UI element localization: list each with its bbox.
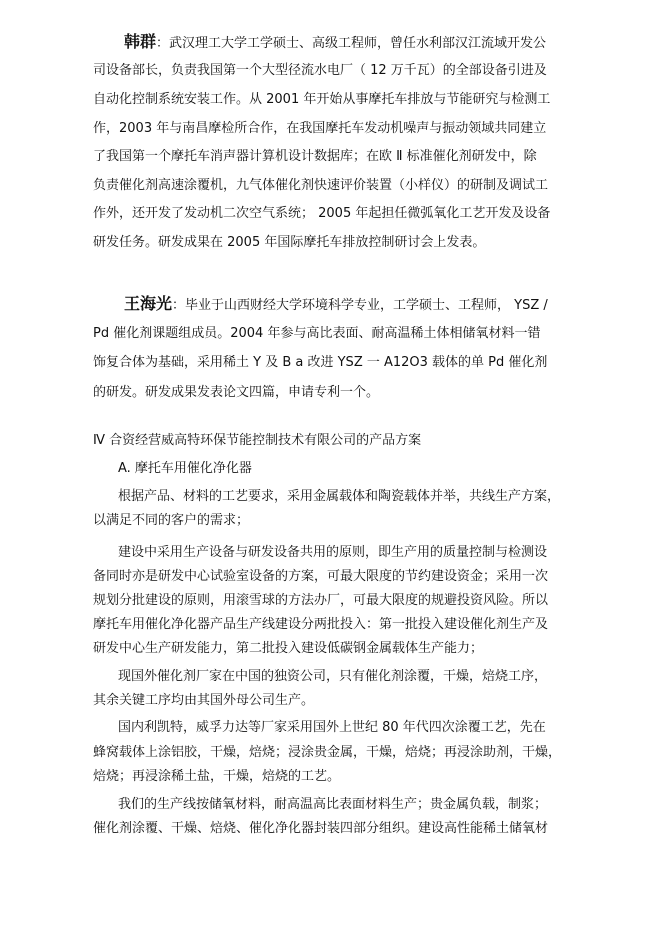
bio2-name: 王海光 [124, 294, 173, 313]
paragraph-line: 其余关键工序均由其国外母公司生产。 [93, 693, 315, 708]
bio1-text: ：武汉理工大学工学硕士、高级工程师，曾任水利部汉江流域开发公 [156, 36, 547, 51]
bio1-line: 作，2003 年与南昌摩检所合作，在我国摩托车发动机噪声与振动领域共同建立 [93, 121, 547, 136]
paragraph-line: 现国外催化剂厂家在中国的独资公司，只有催化剂涂覆，干燥，焙烧工序， [118, 669, 548, 684]
paragraph-line: 建设中采用生产设备与研发设备共用的原则，即生产用的质量控制与检测设 [118, 545, 548, 560]
bio1-line: 研发任务。研发成果在 2005 年国际摩托车排放控制研讨会上发表。 [93, 235, 486, 250]
bio2-line: Pd 催化剂课题组成员。2004 年参与高比表面、耐高温稀土体相储氧材料一错 [93, 326, 541, 341]
bio1-line: 负责催化剂高速涂覆机，九气体催化剂快速评价装置（小样仪）的研制及调试工 [93, 178, 549, 193]
bio1-line: 自动化控制系统安装工作。从 2001 年开始从事摩托车排放与节能研究与检测工 [93, 92, 551, 107]
paragraph-line: 以满足不同的客户的需求； [93, 513, 250, 528]
bio1-line: 作外，还开发了发动机二次空气系统； 2005 年起担任微弧氧化工艺开发及设备 [93, 206, 551, 221]
paragraph-line: 蜂窝载体上涂铝胶，干燥，焙烧；浸涂贵金属，干燥，焙烧；再浸涂助剂，干燥， [93, 745, 562, 760]
bio1-name: 韩群 [124, 32, 157, 51]
paragraph-line: 规划分批建设的原则，用滚雪球的方法办厂，可最大限度的规避投资风险。所以 [93, 593, 549, 608]
paragraph-line: 焙烧；再浸涂稀土盐，干燥，焙烧的工艺。 [93, 769, 341, 784]
bio2-first-line [124, 296, 548, 314]
bio1-line: 司设备部长，负责我国第一个大型径流水电厂（ 12 万千瓦）的全部设备引进及 [93, 63, 547, 78]
bio1-line: 了我国第一个摩托车消声器计算机设计数据库；在欧 Ⅱ 标准催化剂研发中，除 [93, 149, 537, 164]
bio2-line: 饰复合体为基础，采用稀土 Y 及 B a 改进 YSZ 一 A12O3 载体的单 Pd 催化剂 [93, 355, 548, 370]
paragraph-line: 研发中心生产研发能力，第二批投入建设低碳钢金属载体生产能力； [93, 641, 484, 656]
paragraph-line: 根据产品、材料的工艺要求，采用金属载体和陶瓷载体并举，共线生产方案， [118, 489, 561, 504]
section-subheading: A. 摩托车用催化净化器 [118, 461, 252, 476]
paragraph-line: 摩托车用催化净化器产品生产线建设分两批投入：第一批投入建设催化剂生产及 [93, 617, 549, 632]
paragraph-line: 备同时亦是研发中心试验室设备的方案，可最大限度的节约建设资金；采用一次 [93, 569, 549, 584]
paragraph-line: 我们的生产线按储氧材料，耐高温高比表面材料生产；贵金属负载，制浆； [118, 797, 548, 812]
bio2-line: 的研发。研发成果发表论文四篇，申请专利一个。 [93, 385, 380, 400]
bio2-text: ：毕业于山西财经大学环境科学专业，工学硕士、工程师， YSZ / [172, 298, 548, 313]
section-heading: Ⅳ 合资经营威高特环保节能控制技术有限公司的产品方案 [93, 433, 422, 448]
bio1-first-line [124, 34, 546, 52]
paragraph-line: 国内利凯特，威孚力达等厂家采用国外上世纪 80 年代四次涂覆工艺，先在 [118, 720, 546, 735]
paragraph-line: 催化剂涂覆、干燥、焙烧、催化净化器封装四部分组织。建设高性能稀土储氧材 [93, 821, 549, 836]
